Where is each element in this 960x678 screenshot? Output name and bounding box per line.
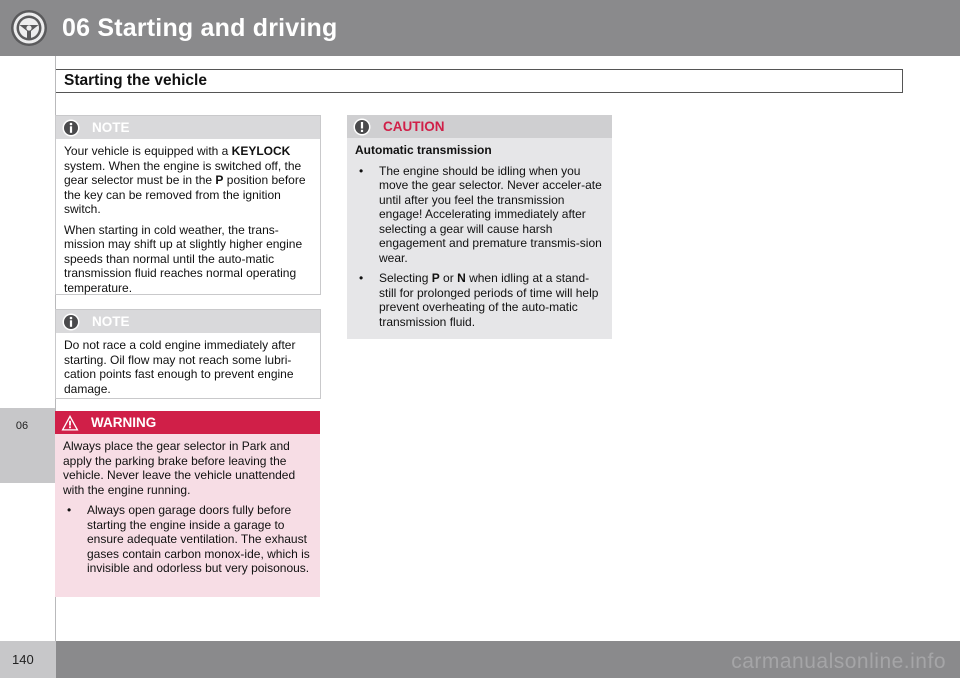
caution-box	[347, 115, 612, 339]
page-number: 140	[12, 652, 34, 667]
list-item: • Selecting P or N when idling at a stand-still for prolonged periods of time will help prevent overheating of the auto-matic transmission fluid.	[359, 271, 599, 329]
sidebar	[0, 56, 56, 408]
steering-wheel-icon	[10, 9, 48, 47]
list-item: • Always open garage doors fully before starting the engine inside a garage to ensure adequate ventilation. The exhaust gases contain carbon monox-ide, which is invisible and odorless but very poisonous.	[67, 503, 310, 575]
header-logo-area	[0, 0, 56, 56]
warning-paragraph: Always place the gear selector in Park and apply the parking brake before leaving the vehicle. Never leave the vehicle unattended with the engine running.	[63, 439, 296, 497]
info-icon	[62, 313, 80, 331]
note-header	[56, 116, 320, 139]
exclamation-icon	[353, 118, 371, 136]
note-body	[56, 333, 320, 402]
note-label: NOTE	[92, 120, 130, 135]
note-box-cold-engine	[55, 309, 321, 399]
info-icon	[62, 119, 80, 137]
caution-label: CAUTION	[383, 119, 445, 134]
caution-bullet-list	[355, 164, 604, 330]
warning-body	[55, 434, 320, 582]
warning-box	[55, 411, 320, 597]
caution-body	[347, 138, 612, 335]
list-item: • The engine should be idling when you move the gear selector. Never acceler-ate until after you feel the transmission engage! Accelerating immediately after selecting a gear will cause harsh engagement and premature transmis-sion wear.	[359, 163, 602, 265]
note-paragraph: Your vehicle is equipped with a KEYLOCK system. When the engine is switched off, the gear selector must be in the P position before the key can be removed from the ignition switch.	[64, 144, 306, 216]
note-header	[56, 310, 320, 333]
warning-bullet-list	[63, 503, 312, 576]
note-box-keylock	[55, 115, 321, 295]
caution-header	[347, 115, 612, 138]
note-paragraph: Do not race a cold engine immediately after starting. Oil flow may not reach some lubri-cation points fast enough to prevent engine damage.	[64, 338, 296, 396]
caution-subheading: Automatic transmission	[355, 143, 492, 157]
note-body	[56, 139, 320, 301]
warning-header	[55, 411, 320, 434]
watermark: carmanualsonline.info	[731, 650, 946, 673]
note-label: NOTE	[92, 314, 130, 329]
chapter-tab-label: 06	[15, 420, 29, 432]
section-title: Starting the vehicle	[64, 72, 207, 89]
warning-label: WARNING	[91, 415, 157, 430]
note-paragraph: When starting in cold weather, the trans-mission may shift up at slightly higher engine speeds than normal until the auto-matic transmission fluid reaches normal operating temperature.	[64, 222, 303, 295]
chapter-title: 06 Starting and driving	[62, 14, 338, 42]
warning-triangle-icon	[61, 414, 79, 432]
